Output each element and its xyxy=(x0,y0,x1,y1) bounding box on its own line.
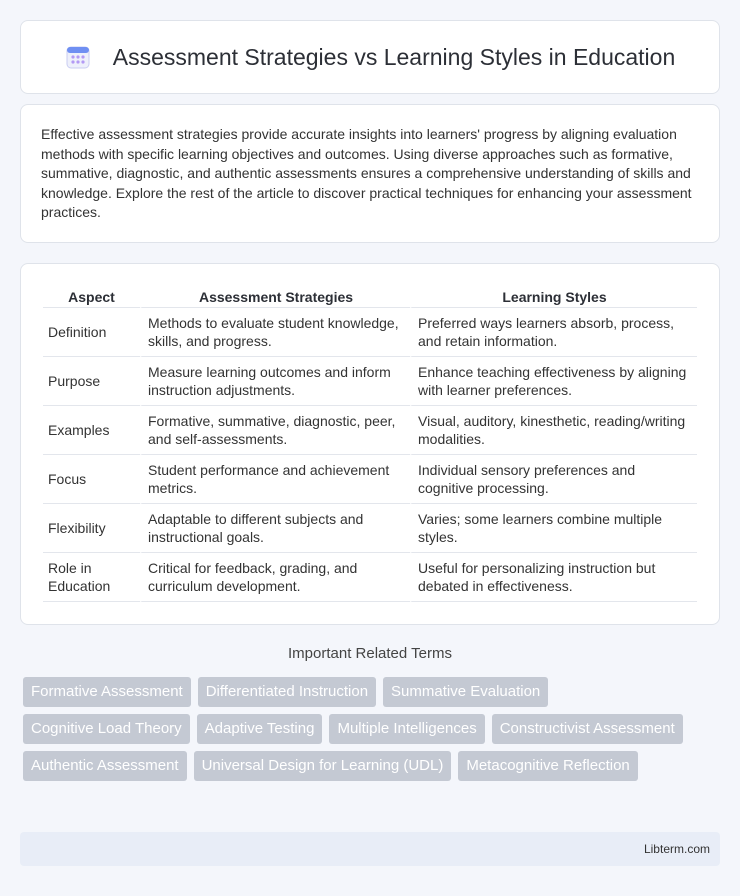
row-assessment: Student performance and achievement metrics. xyxy=(140,455,410,504)
row-learning: Visual, auditory, kinesthetic, reading/writing modalities. xyxy=(410,406,697,455)
page-title: Assessment Strategies vs Learning Styles in Education xyxy=(112,43,676,70)
related-term-tag[interactable]: Adaptive Testing xyxy=(197,714,323,744)
comparison-table xyxy=(43,286,697,602)
table-row xyxy=(43,455,697,504)
intro-card xyxy=(20,104,720,243)
row-assessment: Measure learning outcomes and inform instruction adjustments. xyxy=(140,357,410,406)
footer-site-link[interactable]: Libterm.com xyxy=(643,842,710,856)
row-aspect: Examples xyxy=(43,406,140,455)
table-row xyxy=(43,357,697,406)
row-assessment: Critical for feedback, grading, and curriculum development. xyxy=(140,553,410,602)
row-learning: Varies; some learners combine multiple styles. xyxy=(410,504,697,553)
related-term-tag[interactable]: Multiple Intelligences xyxy=(329,714,484,744)
related-term-tag[interactable]: Cognitive Load Theory xyxy=(23,714,190,744)
row-aspect: Definition xyxy=(43,308,140,357)
related-term-tag[interactable]: Constructivist Assessment xyxy=(492,714,683,744)
table-header-row xyxy=(43,286,697,308)
row-learning: Enhance teaching effectiveness by aligning with learner preferences. xyxy=(410,357,697,406)
related-term-tag[interactable]: Universal Design for Learning (UDL) xyxy=(194,751,452,781)
header-assessment-strategies: Assessment Strategies xyxy=(140,286,410,308)
related-term-tag[interactable]: Differentiated Instruction xyxy=(198,677,376,707)
related-term-tag[interactable]: Metacognitive Reflection xyxy=(458,751,637,781)
row-assessment: Methods to evaluate student knowledge, skills, and progress. xyxy=(140,308,410,357)
intro-paragraph: Effective assessment strategies provide accurate insights into learners' progress by aligning evaluation methods with specific learning objectives and outcomes. Using diverse approaches such as formative, summative, diagnostic, and authentic assessments ensures a comprehensive understanding of skills and knowledge. Explore the rest of the article to discover practical techniques for enhancing your assessment practices. xyxy=(41,126,692,220)
header-card xyxy=(20,20,720,94)
table-row xyxy=(43,553,697,602)
row-aspect: Flexibility xyxy=(43,504,140,553)
table-row xyxy=(43,406,697,455)
calendar-grid-icon xyxy=(65,44,91,70)
comparison-table-card xyxy=(20,263,720,625)
related-terms-title: Important Related Terms xyxy=(288,645,452,662)
related-term-tag[interactable]: Formative Assessment xyxy=(23,677,191,707)
header-aspect: Aspect xyxy=(43,286,140,308)
row-learning: Preferred ways learners absorb, process, and retain information. xyxy=(410,308,697,357)
row-learning: Useful for personalizing instruction but debated in effectiveness. xyxy=(410,553,697,602)
row-assessment: Formative, summative, diagnostic, peer, and self-assessments. xyxy=(140,406,410,455)
table-row xyxy=(43,504,697,553)
row-aspect: Role in Education xyxy=(43,553,140,602)
row-aspect: Purpose xyxy=(43,357,140,406)
footer xyxy=(20,832,720,866)
related-terms-list xyxy=(23,677,723,788)
row-aspect: Focus xyxy=(43,455,140,504)
table-row xyxy=(43,308,697,357)
related-term-tag[interactable]: Authentic Assessment xyxy=(23,751,187,781)
row-assessment: Adaptable to different subjects and instructional goals. xyxy=(140,504,410,553)
header-learning-styles: Learning Styles xyxy=(410,286,697,308)
row-learning: Individual sensory preferences and cognitive processing. xyxy=(410,455,697,504)
related-term-tag[interactable]: Summative Evaluation xyxy=(383,677,548,707)
